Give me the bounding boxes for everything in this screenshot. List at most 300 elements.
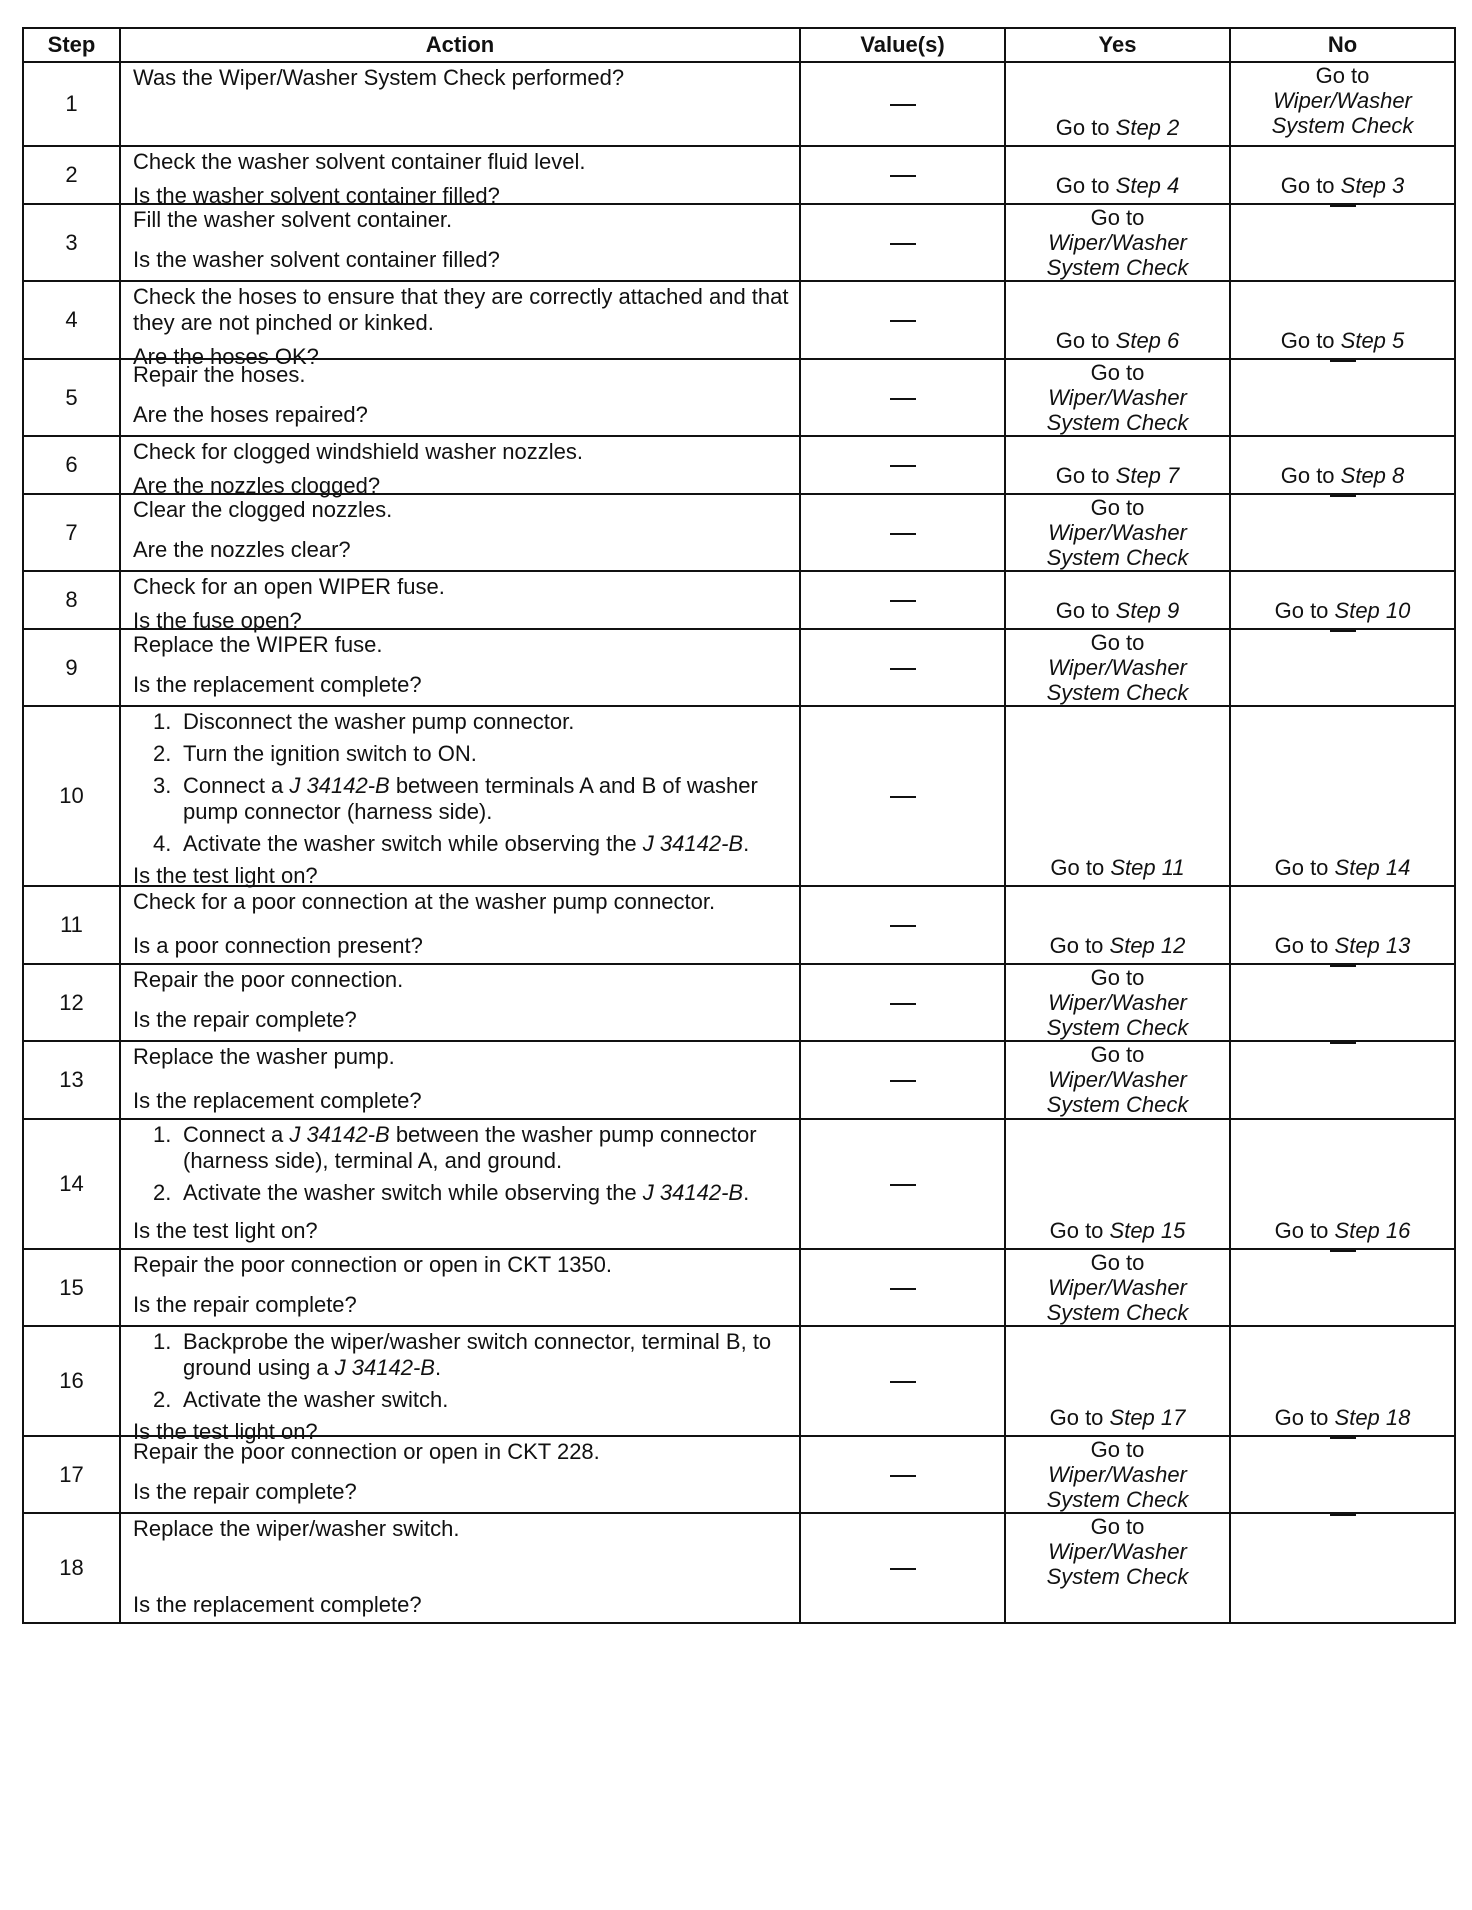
action-cell	[120, 146, 800, 208]
no-cell	[1230, 1119, 1455, 1249]
yes-goto-target: Step 11	[1110, 855, 1185, 880]
yes-goto-text	[1006, 1218, 1229, 1244]
action-cell	[120, 494, 800, 571]
yes-goto-target: Wiper/Washer System Check	[1046, 655, 1189, 705]
step-number: 9	[23, 629, 120, 706]
table-row	[23, 146, 1455, 204]
header-step: Step	[23, 28, 120, 62]
action-content	[133, 207, 789, 273]
step-number: 13	[23, 1041, 120, 1119]
yes-goto-prefix: Go to	[1055, 328, 1116, 353]
no-goto-text	[1231, 933, 1454, 959]
action-top	[133, 1122, 789, 1212]
action-list-item	[153, 773, 789, 825]
yes-cell	[1005, 204, 1230, 281]
step-number: 17	[23, 1436, 120, 1513]
yes-cell	[1005, 436, 1230, 494]
yes-goto-text	[1006, 630, 1229, 705]
action-cell	[120, 1119, 800, 1249]
yes-goto-text	[1006, 360, 1229, 435]
value-cell	[800, 146, 1005, 204]
action-content	[133, 149, 789, 208]
list-number: 1.	[153, 709, 172, 734]
action-content	[133, 1516, 789, 1618]
no-goto-none	[1231, 1042, 1454, 1044]
action-cell	[120, 1513, 800, 1623]
yes-goto-prefix: Go to	[1090, 1042, 1145, 1067]
no-goto-text	[1231, 855, 1454, 881]
action-instruction: Check for a poor connection at the washer pump connector.	[133, 889, 716, 914]
step-number: 2	[23, 146, 120, 204]
header-value: Value(s)	[800, 28, 1005, 62]
action-instruction: Clear the clogged nozzles.	[133, 497, 393, 522]
yes-goto-prefix: Go to	[1090, 360, 1145, 385]
yes-goto-label	[1043, 495, 1193, 570]
action-cell	[120, 1436, 800, 1513]
value-dash	[890, 104, 916, 106]
value-dash	[890, 1381, 916, 1383]
action-question: Is the replacement complete?	[133, 1592, 422, 1617]
yes-goto-text	[1006, 495, 1229, 570]
action-question: Is the replacement complete?	[133, 1088, 422, 1113]
table-row	[23, 886, 1455, 964]
table-row	[23, 204, 1455, 281]
yes-cell	[1005, 629, 1230, 706]
value-cell	[800, 1249, 1005, 1326]
action-content	[133, 709, 789, 888]
no-goto-prefix: Go to	[1280, 328, 1341, 353]
action-instruction: Repair the poor connection or open in CKT 1350.	[133, 1252, 613, 1277]
value-cell	[800, 436, 1005, 494]
step-number: 11	[23, 886, 120, 964]
table-row	[23, 1513, 1455, 1623]
action-cell	[120, 62, 800, 146]
value-cell	[800, 204, 1005, 281]
action-list-item	[153, 1329, 789, 1381]
yes-cell	[1005, 1249, 1230, 1326]
value-dash	[890, 1568, 916, 1570]
value-dash	[890, 668, 916, 670]
step-number: 18	[23, 1513, 120, 1623]
action-question: Is the fuse open?	[133, 608, 302, 633]
yes-cell	[1005, 1041, 1230, 1119]
value-cell	[800, 964, 1005, 1041]
yes-goto-target: Step 7	[1115, 463, 1180, 488]
value-dash	[890, 1475, 916, 1477]
action-instruction: Replace the WIPER fuse.	[133, 632, 383, 657]
action-question: Is the repair complete?	[133, 1007, 357, 1032]
no-goto-label	[1231, 328, 1454, 354]
no-goto-text	[1231, 63, 1454, 138]
no-cell	[1230, 359, 1455, 436]
yes-goto-prefix: Go to	[1090, 205, 1145, 230]
no-goto-prefix: Go to	[1274, 1218, 1335, 1243]
action-content	[133, 1122, 789, 1244]
yes-goto-text	[1006, 1405, 1229, 1431]
action-question: Is a poor connection present?	[133, 933, 423, 958]
list-text: Backprobe the wiper/washer switch connector, terminal B, to ground using a J 34142-B.	[183, 1329, 772, 1380]
no-goto-target: Step 16	[1334, 1218, 1411, 1243]
table-row	[23, 1436, 1455, 1513]
yes-goto-target: Wiper/Washer System Check	[1046, 1539, 1189, 1589]
action-cell	[120, 204, 800, 281]
action-content	[133, 967, 789, 1033]
yes-cell	[1005, 706, 1230, 886]
value-cell	[800, 571, 1005, 629]
action-content	[133, 1439, 789, 1505]
yes-goto-target: Step 15	[1109, 1218, 1186, 1243]
yes-goto-prefix: Go to	[1090, 1250, 1145, 1275]
step-number: 15	[23, 1249, 120, 1326]
list-number: 2.	[153, 741, 172, 766]
no-cell	[1230, 1249, 1455, 1326]
action-question: Is the washer solvent container filled?	[133, 183, 500, 208]
no-cell	[1230, 1436, 1455, 1513]
action-list-item	[153, 741, 789, 767]
no-cell	[1230, 494, 1455, 571]
action-content	[133, 574, 789, 633]
value-dash	[890, 1184, 916, 1186]
table-row	[23, 629, 1455, 706]
no-goto-label	[1231, 173, 1454, 199]
action-list-item	[153, 709, 789, 735]
no-cell	[1230, 571, 1455, 629]
yes-goto-prefix: Go to	[1090, 1514, 1145, 1539]
no-goto-target: Wiper/Washer System Check	[1271, 88, 1414, 138]
action-list-item	[153, 831, 789, 857]
action-instruction: Repair the poor connection or open in CKT 228.	[133, 1439, 600, 1464]
yes-goto-label	[1006, 1405, 1229, 1431]
list-number: 2.	[153, 1180, 172, 1205]
yes-goto-text	[1006, 965, 1229, 1040]
value-cell	[800, 359, 1005, 436]
value-cell	[800, 1436, 1005, 1513]
yes-goto-target: Wiper/Washer System Check	[1046, 1067, 1189, 1117]
value-cell	[800, 886, 1005, 964]
table-row	[23, 494, 1455, 571]
yes-goto-target: Wiper/Washer System Check	[1046, 1462, 1189, 1512]
list-text: Disconnect the washer pump connector.	[183, 709, 575, 734]
no-goto-label	[1231, 933, 1454, 959]
action-content	[133, 439, 789, 498]
value-cell	[800, 494, 1005, 571]
value-cell	[800, 281, 1005, 359]
value-cell	[800, 1041, 1005, 1119]
no-goto-target: Step 14	[1334, 855, 1411, 880]
yes-goto-label	[1043, 630, 1193, 705]
action-instruction: Replace the washer pump.	[133, 1044, 395, 1069]
yes-goto-label	[1043, 965, 1193, 1040]
no-cell	[1230, 706, 1455, 886]
yes-goto-prefix: Go to	[1090, 965, 1145, 990]
yes-goto-prefix: Go to	[1090, 630, 1145, 655]
list-text: Activate the washer switch.	[183, 1387, 449, 1412]
step-number: 6	[23, 436, 120, 494]
step-number: 10	[23, 706, 120, 886]
yes-goto-target: Wiper/Washer System Check	[1046, 385, 1189, 435]
no-cell	[1230, 629, 1455, 706]
action-cell	[120, 359, 800, 436]
value-dash	[890, 533, 916, 535]
yes-goto-prefix: Go to	[1055, 463, 1116, 488]
yes-goto-label	[1043, 205, 1193, 280]
no-goto-target: Step 18	[1334, 1405, 1411, 1430]
no-goto-prefix: Go to	[1280, 173, 1341, 198]
dash-mark	[1330, 205, 1356, 207]
yes-goto-text	[1006, 1250, 1229, 1325]
action-content	[133, 284, 789, 369]
header-yes: Yes	[1005, 28, 1230, 62]
yes-goto-prefix: Go to	[1055, 115, 1116, 140]
action-content	[133, 362, 789, 428]
value-dash	[890, 1003, 916, 1005]
table-row	[23, 1119, 1455, 1249]
no-goto-prefix: Go to	[1274, 855, 1335, 880]
no-cell	[1230, 436, 1455, 494]
action-question: Are the nozzles clogged?	[133, 473, 381, 498]
list-text: Connect a J 34142-B between the washer pump connector (harness side), terminal A, and ground.	[183, 1122, 757, 1173]
yes-goto-label	[1006, 463, 1229, 489]
value-cell	[800, 629, 1005, 706]
action-instruction: Fill the washer solvent container.	[133, 207, 453, 232]
action-cell	[120, 1326, 800, 1444]
diagnostic-table	[22, 27, 1456, 1624]
step-number: 8	[23, 571, 120, 629]
dash-mark	[1330, 630, 1356, 632]
value-dash	[890, 320, 916, 322]
action-question: Are the hoses OK?	[133, 344, 319, 369]
no-goto-none	[1231, 205, 1454, 207]
action-top	[133, 709, 789, 863]
no-cell	[1230, 204, 1455, 281]
no-goto-prefix: Go to	[1274, 933, 1335, 958]
action-cell	[120, 1041, 800, 1119]
step-number: 12	[23, 964, 120, 1041]
yes-goto-prefix: Go to	[1049, 1218, 1110, 1243]
yes-cell	[1005, 494, 1230, 571]
action-cell	[120, 571, 800, 633]
yes-goto-text	[1006, 598, 1229, 624]
yes-goto-prefix: Go to	[1090, 495, 1145, 520]
no-goto-text	[1231, 328, 1454, 354]
dash-mark	[1330, 965, 1356, 967]
header-no: No	[1230, 28, 1455, 62]
no-goto-none	[1231, 630, 1454, 632]
yes-cell	[1005, 1436, 1230, 1513]
action-cell	[120, 629, 800, 706]
action-content	[133, 1329, 789, 1444]
no-goto-target: Step 10	[1334, 598, 1411, 623]
yes-goto-text	[1006, 933, 1229, 959]
yes-goto-text	[1006, 855, 1229, 881]
value-dash	[890, 175, 916, 177]
no-goto-text	[1231, 1218, 1454, 1244]
no-goto-target: Step 5	[1340, 328, 1405, 353]
list-number: 1.	[153, 1329, 172, 1354]
yes-goto-label	[1006, 855, 1229, 881]
table-row	[23, 359, 1455, 436]
no-cell	[1230, 1326, 1455, 1436]
step-number: 1	[23, 62, 120, 146]
yes-goto-label	[1043, 360, 1193, 435]
yes-goto-text	[1006, 328, 1229, 354]
value-cell	[800, 1119, 1005, 1249]
yes-goto-prefix: Go to	[1049, 1405, 1110, 1430]
action-content	[133, 497, 789, 563]
no-goto-text	[1231, 1405, 1454, 1431]
action-instruction: Replace the wiper/washer switch.	[133, 1516, 460, 1541]
step-number: 7	[23, 494, 120, 571]
value-cell	[800, 706, 1005, 886]
yes-goto-label	[1043, 1250, 1193, 1325]
yes-goto-label	[1006, 328, 1229, 354]
dash-mark	[1330, 360, 1356, 362]
yes-cell	[1005, 964, 1230, 1041]
value-dash	[890, 243, 916, 245]
action-instruction: Repair the poor connection.	[133, 967, 404, 992]
action-question: Is the test light on?	[133, 863, 318, 888]
no-goto-text	[1231, 173, 1454, 199]
table-row	[23, 706, 1455, 886]
yes-goto-text	[1006, 205, 1229, 280]
yes-goto-label	[1006, 1218, 1229, 1244]
no-goto-target: Step 13	[1334, 933, 1411, 958]
no-goto-label	[1231, 1405, 1454, 1431]
value-dash	[890, 1288, 916, 1290]
action-question: Is the repair complete?	[133, 1292, 357, 1317]
action-cell	[120, 706, 800, 886]
yes-goto-target: Wiper/Washer System Check	[1046, 1275, 1189, 1325]
no-goto-none	[1231, 360, 1454, 362]
table-row	[23, 964, 1455, 1041]
no-goto-prefix: Go to	[1274, 598, 1335, 623]
yes-cell	[1005, 571, 1230, 629]
action-instruction: Repair the hoses.	[133, 362, 306, 387]
no-cell	[1230, 146, 1455, 204]
table-row	[23, 436, 1455, 494]
yes-cell	[1005, 281, 1230, 359]
header-action: Action	[120, 28, 800, 62]
yes-goto-target: Wiper/Washer System Check	[1046, 990, 1189, 1040]
no-goto-none	[1231, 1437, 1454, 1439]
value-dash	[890, 796, 916, 798]
yes-goto-text	[1006, 1042, 1229, 1117]
yes-goto-target: Wiper/Washer System Check	[1046, 230, 1189, 280]
action-content	[133, 65, 789, 141]
action-question: Is the washer solvent container filled?	[133, 247, 500, 272]
list-number: 1.	[153, 1122, 172, 1147]
no-goto-none	[1231, 1514, 1454, 1516]
no-goto-prefix: Go to	[1315, 63, 1370, 88]
step-number: 16	[23, 1326, 120, 1436]
yes-cell	[1005, 1326, 1230, 1436]
list-text: Activate the washer switch while observing the J 34142-B.	[183, 831, 750, 856]
step-number: 3	[23, 204, 120, 281]
action-content	[133, 889, 789, 959]
yes-goto-text	[1006, 463, 1229, 489]
no-cell	[1230, 964, 1455, 1041]
dash-mark	[1330, 1437, 1356, 1439]
dash-mark	[1330, 1042, 1356, 1044]
step-number: 5	[23, 359, 120, 436]
no-goto-label	[1231, 1218, 1454, 1244]
action-instruction: Was the Wiper/Washer System Check performed?	[133, 65, 625, 90]
step-number: 14	[23, 1119, 120, 1249]
action-question: Is the repair complete?	[133, 1479, 357, 1504]
list-text: Connect a J 34142-B between terminals A and B of washer pump connector (harness side).	[183, 773, 758, 824]
action-list-item	[153, 1387, 789, 1413]
diagnostic-table-container	[22, 27, 1454, 1624]
action-cell	[120, 1249, 800, 1326]
yes-goto-target: Step 17	[1109, 1405, 1186, 1430]
no-cell	[1230, 62, 1455, 146]
table-row	[23, 1041, 1455, 1119]
table-row	[23, 571, 1455, 629]
action-content	[133, 1252, 789, 1318]
no-goto-none	[1231, 495, 1454, 497]
yes-goto-target: Step 6	[1115, 328, 1180, 353]
action-question: Is the replacement complete?	[133, 672, 422, 697]
no-cell	[1230, 1041, 1455, 1119]
yes-goto-prefix: Go to	[1049, 933, 1110, 958]
action-instruction: Check the hoses to ensure that they are correctly attached and that they are not pinched or kinked.	[133, 284, 789, 335]
step-number: 4	[23, 281, 120, 359]
action-question: Is the test light on?	[133, 1218, 318, 1243]
yes-goto-label	[1006, 173, 1229, 199]
yes-cell	[1005, 1513, 1230, 1623]
action-cell	[120, 964, 800, 1041]
header-row	[23, 28, 1455, 62]
table-row	[23, 1249, 1455, 1326]
action-cell	[120, 886, 800, 964]
action-list-item	[153, 1180, 789, 1206]
no-goto-none	[1231, 1250, 1454, 1252]
yes-goto-label	[1043, 1042, 1193, 1117]
action-top	[133, 1329, 789, 1419]
yes-goto-text	[1006, 115, 1229, 141]
yes-cell	[1005, 62, 1230, 146]
yes-goto-prefix: Go to	[1050, 855, 1111, 880]
no-cell	[1230, 281, 1455, 359]
yes-goto-label	[1006, 933, 1229, 959]
table-row	[23, 62, 1455, 146]
action-list-item	[153, 1122, 789, 1174]
value-dash	[890, 398, 916, 400]
yes-goto-prefix: Go to	[1090, 1437, 1145, 1462]
yes-goto-target: Step 9	[1115, 598, 1180, 623]
action-instruction: Check the washer solvent container fluid level.	[133, 149, 586, 174]
value-cell	[800, 1513, 1005, 1623]
value-dash	[890, 600, 916, 602]
yes-goto-target: Step 2	[1115, 115, 1180, 140]
value-cell	[800, 62, 1005, 146]
yes-goto-label	[1006, 598, 1229, 624]
yes-goto-label	[1043, 1437, 1193, 1512]
action-question: Is the test light on?	[133, 1419, 318, 1444]
value-dash	[890, 925, 916, 927]
no-goto-text	[1231, 598, 1454, 624]
dash-mark	[1330, 1250, 1356, 1252]
no-goto-target: Step 3	[1340, 173, 1405, 198]
yes-cell	[1005, 359, 1230, 436]
no-cell	[1230, 1513, 1455, 1623]
yes-cell	[1005, 886, 1230, 964]
yes-goto-target: Wiper/Washer System Check	[1046, 520, 1189, 570]
action-question: Are the hoses repaired?	[133, 402, 368, 427]
yes-goto-text	[1006, 1437, 1229, 1512]
no-cell	[1230, 886, 1455, 964]
no-goto-text	[1231, 463, 1454, 489]
